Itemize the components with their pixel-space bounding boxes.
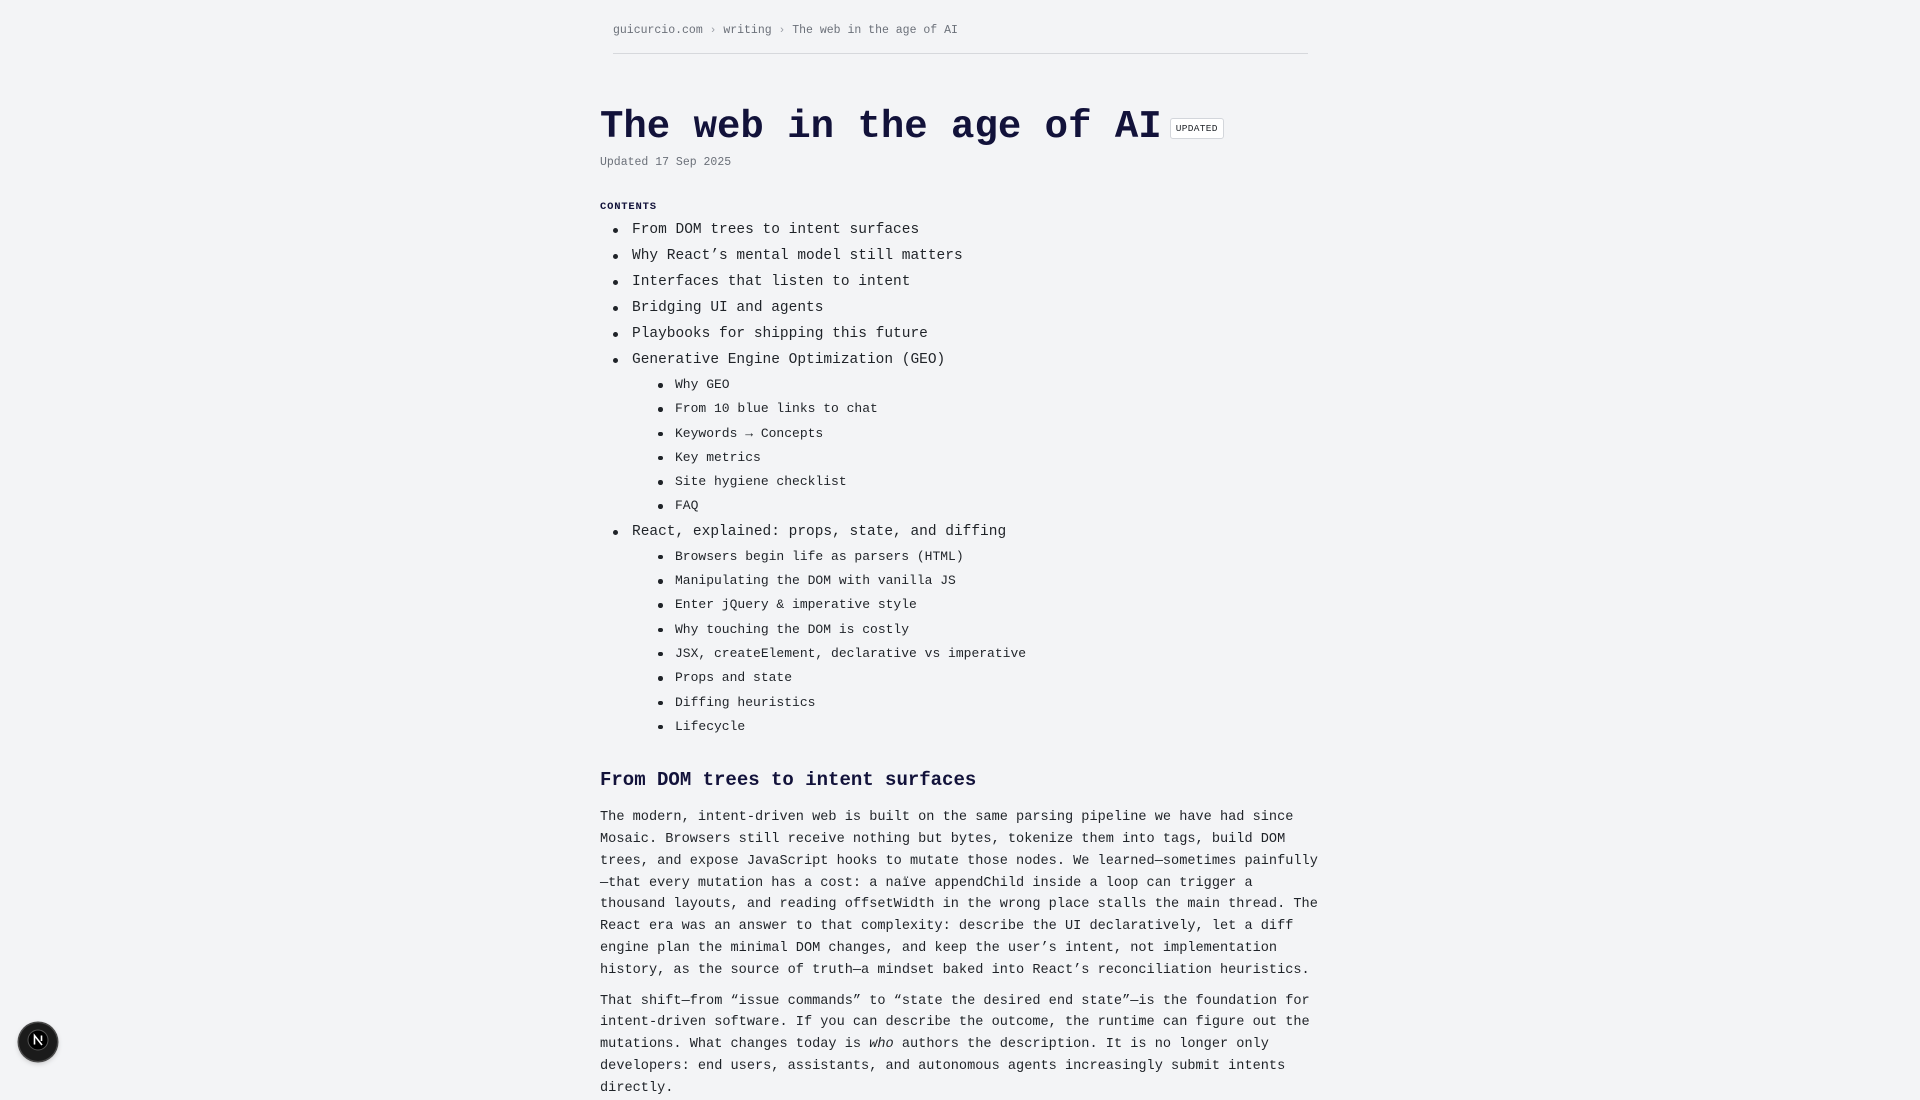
toc-link[interactable]: Why React’s mental model still matters: [632, 248, 963, 264]
top-bar: [613, 0, 1308, 54]
toc-subitem[interactable]: Why touching the DOM is costly: [632, 618, 1320, 642]
toc-subitem[interactable]: JSX, createElement, declarative vs imperative: [632, 642, 1320, 666]
title-row: [600, 100, 1320, 154]
toc-link[interactable]: From DOM trees to intent surfaces: [632, 222, 920, 238]
toc-subitem[interactable]: Browsers begin life as parsers (HTML): [632, 545, 1320, 569]
paragraph: [600, 991, 1320, 1100]
toc-item[interactable]: [600, 295, 1320, 321]
toc-subitem[interactable]: From 10 blue links to chat: [632, 397, 1320, 421]
breadcrumb-site-link[interactable]: guicurcio.com: [613, 24, 703, 37]
toc-subitem[interactable]: Manipulating the DOM with vanilla JS: [632, 569, 1320, 593]
toc-link[interactable]: React, explained: props, state, and diffing: [632, 523, 1007, 540]
toc-item[interactable]: [600, 321, 1320, 347]
toc-subitem[interactable]: Lifecycle: [632, 715, 1320, 739]
breadcrumb-separator: ›: [709, 24, 717, 37]
breadcrumb-writing-link[interactable]: writing: [723, 24, 772, 37]
nextjs-logo-icon: [27, 1029, 49, 1056]
toc-item[interactable]: [600, 269, 1320, 295]
breadcrumb: [613, 24, 958, 37]
toc-subitem[interactable]: Site hygiene checklist: [632, 470, 1320, 494]
toc-item[interactable]: [600, 519, 1320, 739]
nextjs-dev-button[interactable]: [19, 1023, 57, 1061]
toc-sublist: [632, 545, 1320, 739]
updated-date: Updated 17 Sep 2025: [600, 156, 732, 169]
toc-subitem[interactable]: Enter jQuery & imperative style: [632, 593, 1320, 617]
breadcrumb-current: The web in the age of AI: [792, 24, 958, 37]
breadcrumb-separator: ›: [778, 24, 786, 37]
paragraph-text: That shift—from “issue commands” to “state the desired end state”—is the foundation for intent-driven software. If you can describe the outcome, the runtime can figure out the mutations. What changes today is: [600, 993, 1310, 1053]
toc-subitem[interactable]: Props and state: [632, 666, 1320, 690]
paragraph-text: authors the description. It is no longer only developers: end users, assistants, and autonomous agents increasingly submit intents directly.: [600, 1037, 1286, 1096]
toc-sublist: [632, 373, 1320, 519]
toc-item[interactable]: [600, 243, 1320, 269]
article: [600, 100, 1320, 1100]
contents-heading: CONTENTS: [600, 201, 657, 213]
toc-subitem[interactable]: Diffing heuristics: [632, 691, 1320, 715]
section-heading: From DOM trees to intent surfaces: [600, 769, 977, 792]
toc-link[interactable]: Bridging UI and agents: [632, 300, 824, 316]
table-of-contents: [600, 217, 1320, 739]
emphasis-text: who: [869, 1037, 894, 1053]
toc-link[interactable]: Interfaces that listen to intent: [632, 274, 911, 290]
toc-item[interactable]: [600, 217, 1320, 243]
toc-link[interactable]: Playbooks for shipping this future: [632, 326, 928, 342]
page-title: The web in the age of AI: [600, 105, 1162, 149]
toc-subitem[interactable]: Keywords → Concepts: [632, 422, 1320, 446]
toc-subitem[interactable]: FAQ: [632, 494, 1320, 518]
toc-subitem[interactable]: Why GEO: [632, 373, 1320, 397]
toc-subitem[interactable]: Key metrics: [632, 446, 1320, 470]
updated-badge: UPDATED: [1170, 118, 1224, 139]
toc-item[interactable]: [600, 347, 1320, 519]
paragraph: The modern, intent-driven web is built on the same parsing pipeline we have had since Mosaic. Browsers still receive nothing but bytes, tokenize them into tags, build DOM trees, and expose JavaScript hooks to mutate those nodes. We learned—sometimes painfully—that every mutation has a cost: a naïve appendChild inside a loop can trigger a thousand layouts, and reading offsetWidth in the wrong place stalls the main thread. The React era was an answer to that complexity: describe the UI declaratively, let a diff engine plan the minimal DOM changes, and keep the user’s intent, not implementation history, as the source of truth—a mindset baked into React’s reconciliation heuristics.: [600, 810, 1318, 978]
toc-link[interactable]: Generative Engine Optimization (GEO): [632, 352, 946, 368]
